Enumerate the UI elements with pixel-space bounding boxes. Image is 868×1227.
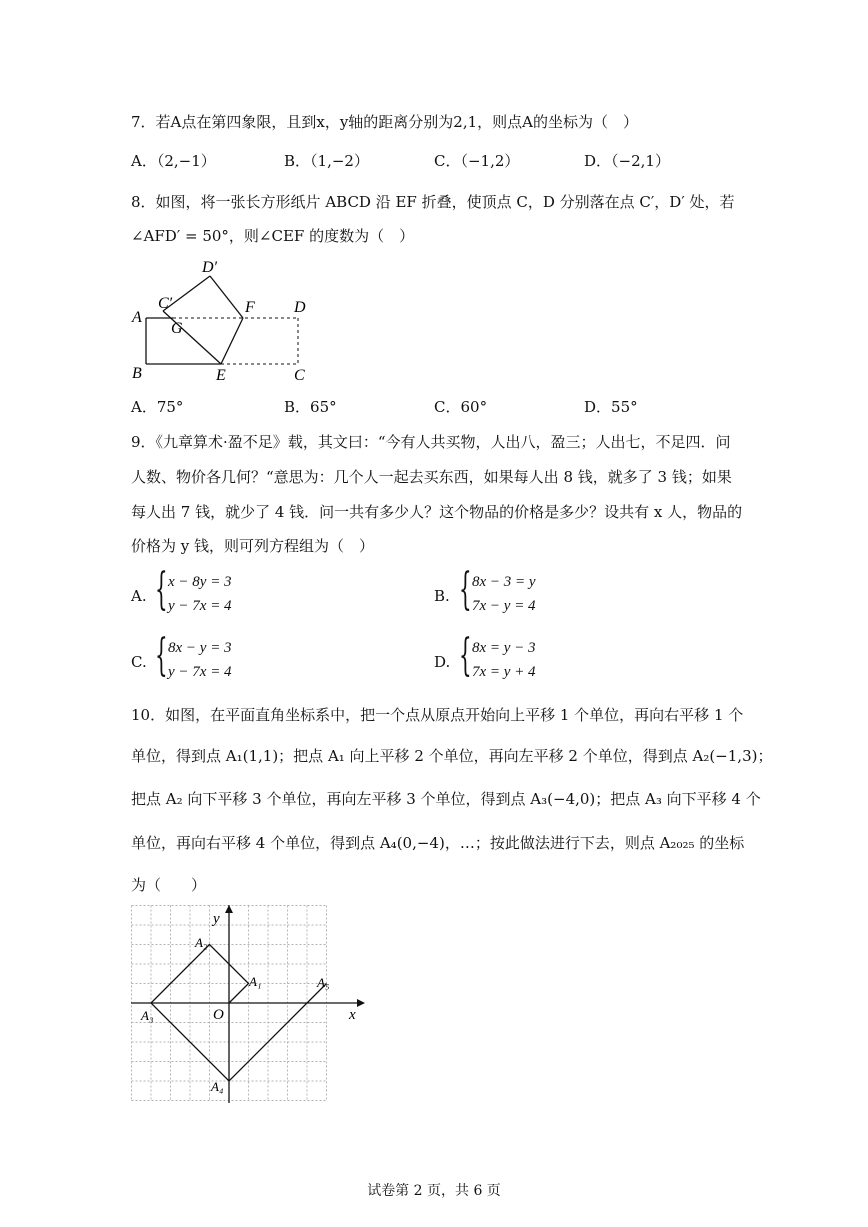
q10-stem-line2: 单位，得到点 A₁(1,1)；把点 A₁ 向上平移 2 个单位，再向左平移 2 个单位，得到点 A₂(−1,3)；	[131, 747, 773, 765]
fig8-label-g: G	[171, 320, 183, 337]
q7-option-a: A．（2,−1）	[131, 152, 216, 170]
q9-option-d-brace: {	[459, 630, 472, 681]
q9-option-c-label: C.	[131, 653, 147, 671]
q7-option-d: D．（−2,1）	[584, 152, 670, 170]
axis-x-label: x	[349, 1007, 356, 1023]
q9-stem-line3: 每人出 7 钱，就少了 4 钱．问一共有多少人？这个物品的价格是多少？设共有 x 人，物品的	[131, 503, 743, 521]
q9-option-a-eq1: x − 8y = 3	[168, 574, 232, 590]
q10-stem-line4: 单位，再向右平移 4 个单位，得到点 A₄(0,−4)，…；按此做法进行下去，则点 A₂₀₂₅ 的坐标	[131, 834, 745, 852]
q9-stem-line1: 9．《九章算术·盈不足》载，其文曰：“今有人共买物，人出八，盈三；人出七，不足四．问	[131, 433, 731, 451]
q9-option-b-eq1: 8x − 3 = y	[472, 574, 536, 590]
fig8-label-e: E	[216, 367, 226, 384]
fig8-label-b: B	[132, 365, 142, 382]
q9-option-c-eq2: y − 7x = 4	[168, 664, 232, 680]
q9-option-a-eq2: y − 7x = 4	[168, 598, 232, 614]
q9-stem-line2: 人数、物价各几何？“意思为：几个人一起去买东西，如果每人出 8 钱，就多了 3 钱；如果	[131, 468, 732, 486]
q9-stem-line4: 价格为 y 钱，则可列方程组为（ ）	[131, 537, 375, 555]
q8-stem-line2: ∠AFD′ = 50°，则∠CEF 的度数为（ ）	[131, 227, 415, 245]
point-a4-label: A₄	[211, 1079, 224, 1094]
origin-label: O	[213, 1007, 224, 1023]
q7-option-c: C．（−1,2）	[434, 152, 520, 170]
q8-option-c: C．60°	[434, 398, 488, 416]
fig8-label-f: F	[245, 299, 255, 316]
fig8-label-d-prime: D′	[202, 259, 218, 276]
point-a2-label: A₂	[195, 935, 208, 950]
q9-option-d-eq1: 8x = y − 3	[472, 640, 536, 656]
q9-option-c-eq1: 8x − y = 3	[168, 640, 232, 656]
q8-figure	[128, 256, 328, 386]
fig8-label-a: A	[132, 309, 142, 326]
q9-option-b-label: B.	[434, 587, 450, 605]
q7-stem: 7．若A点在第四象限，且到x，y轴的距离分别为2,1，则点A的坐标为（ ）	[131, 113, 639, 131]
q8-option-d: D．55°	[584, 398, 638, 416]
q9-option-c-brace: {	[155, 630, 168, 681]
q9-option-a-brace: {	[155, 564, 168, 615]
fig8-label-c: C	[294, 367, 305, 384]
q9-option-d-eq2: 7x = y + 4	[472, 664, 536, 680]
point-a3-label: A₃	[141, 1008, 154, 1023]
page-footer: 试卷第 2 页，共 6 页	[367, 1183, 501, 1199]
q10-stem-line5: 为（ ）	[131, 876, 207, 894]
q9-option-a-label: A.	[131, 587, 147, 605]
fig8-label-d: D	[294, 299, 306, 316]
q9-option-b-eq2: 7x − y = 4	[472, 598, 536, 614]
point-a1-label: A₁	[249, 974, 262, 989]
q7-option-b: B．（1,−2）	[284, 152, 369, 170]
q9-option-b-brace: {	[459, 564, 472, 615]
q9-option-d-label: D.	[434, 653, 451, 671]
fig8-label-c-prime: C′	[158, 295, 173, 312]
q8-option-a: A．75°	[131, 398, 184, 416]
q8-stem-line1: 8．如图，将一张长方形纸片 ABCD 沿 EF 折叠，使顶点 C，D 分别落在点 C′，D′ 处，若	[131, 193, 735, 211]
point-a5-label: A₅	[317, 975, 330, 990]
q10-coordinate-figure	[127, 903, 367, 1103]
q10-stem-line1: 10．如图，在平面直角坐标系中，把一个点从原点开始向上平移 1 个单位，再向右平移 1 个	[131, 706, 744, 724]
q8-option-b: B．65°	[284, 398, 337, 416]
axis-y-label: y	[213, 911, 220, 927]
q10-stem-line3: 把点 A₂ 向下平移 3 个单位，再向左平移 3 个单位，得到点 A₃(−4,0)；把点 A₃ 向下平移 4 个	[131, 790, 761, 808]
